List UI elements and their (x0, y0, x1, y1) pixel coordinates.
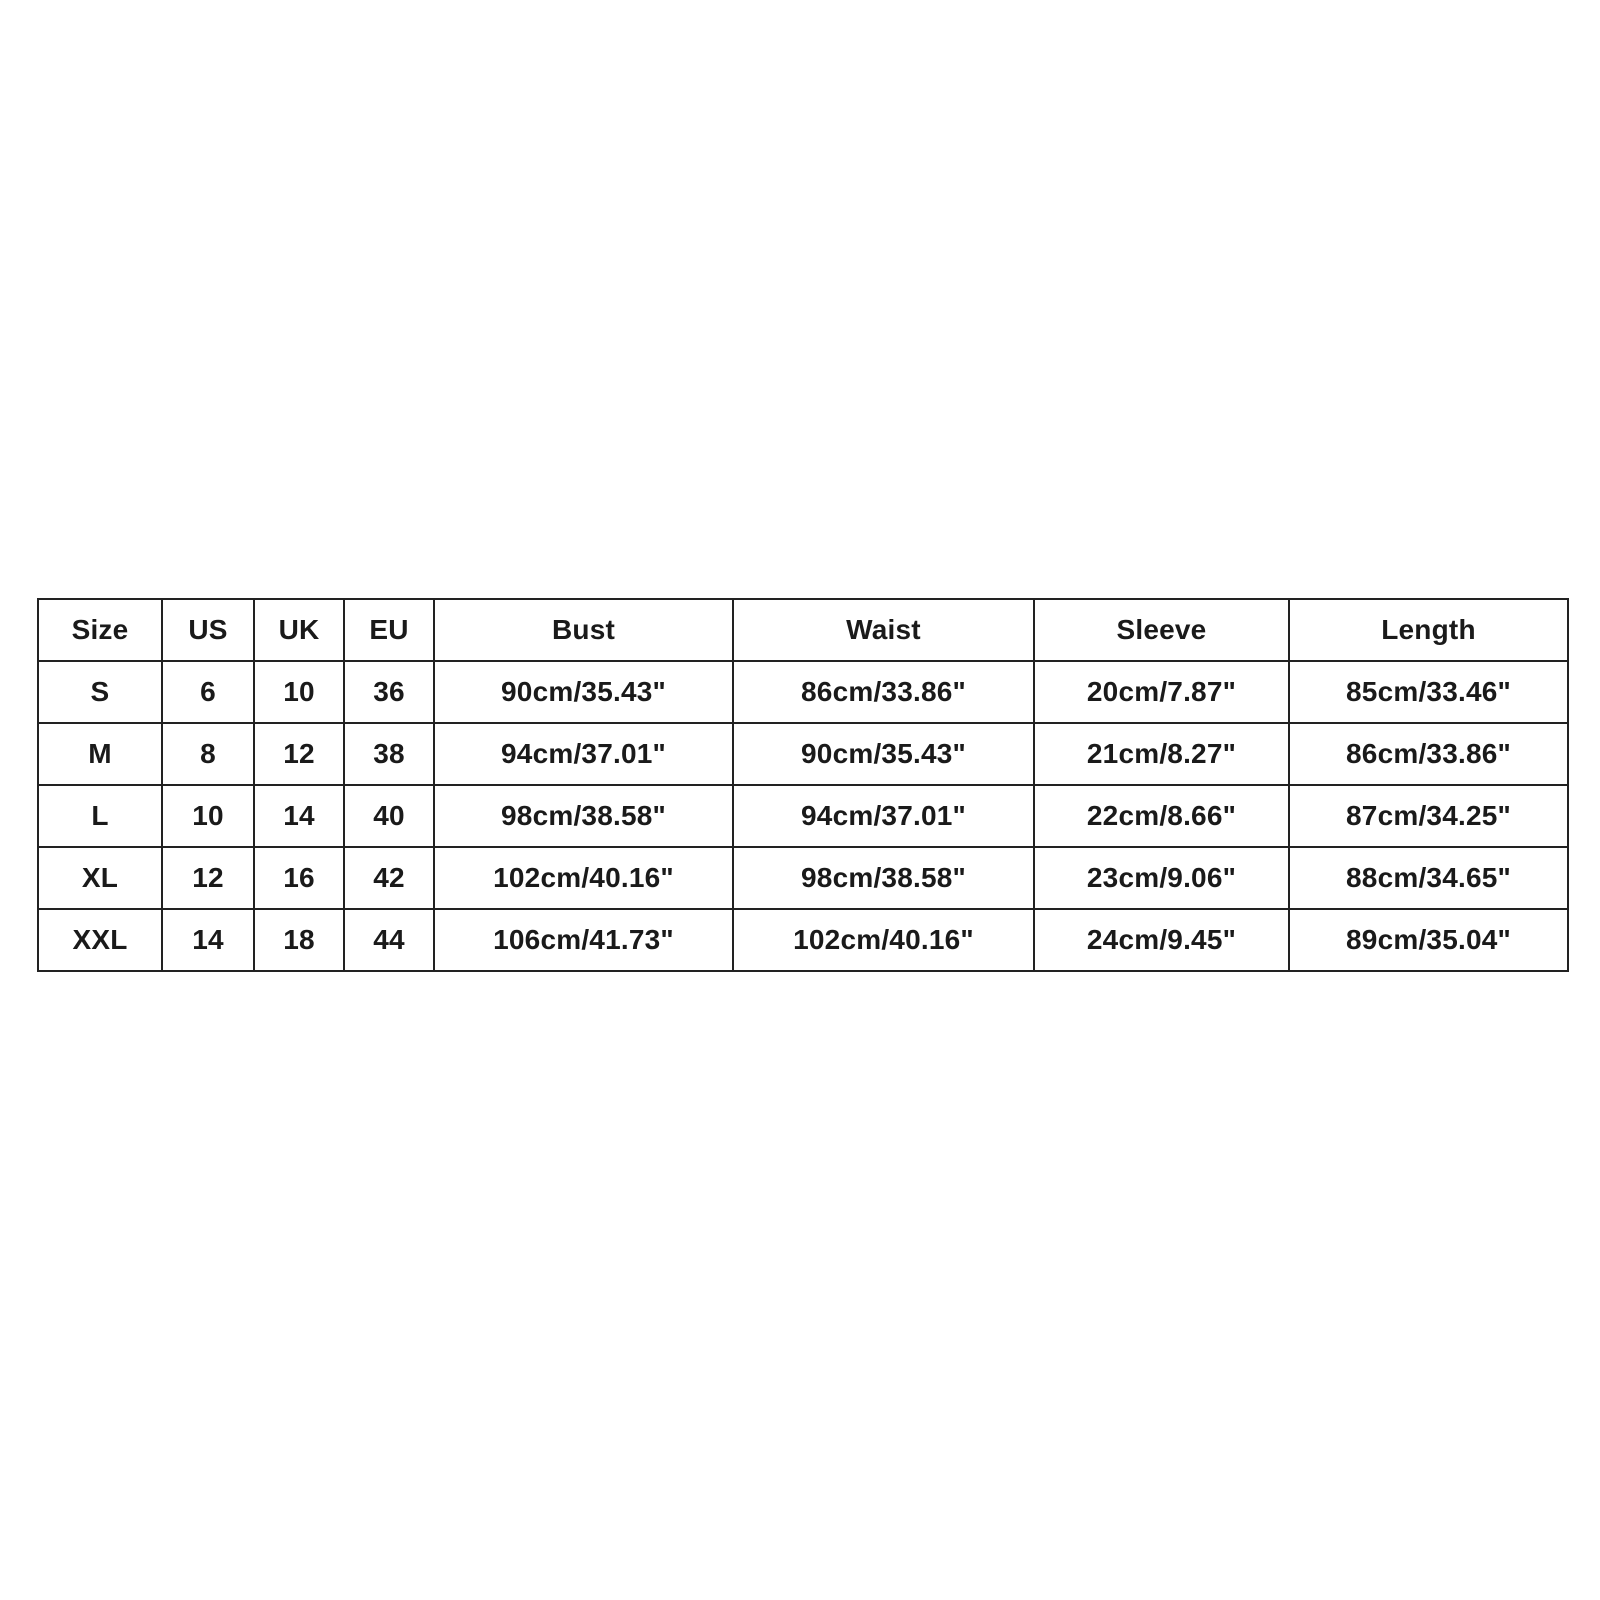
cell-bust: 106cm/41.73" (434, 909, 733, 971)
cell-length: 87cm/34.25" (1289, 785, 1568, 847)
header-us: US (162, 599, 254, 661)
cell-size: L (38, 785, 162, 847)
cell-eu: 40 (344, 785, 434, 847)
cell-size: XXL (38, 909, 162, 971)
cell-uk: 18 (254, 909, 344, 971)
cell-bust: 90cm/35.43" (434, 661, 733, 723)
header-length: Length (1289, 599, 1568, 661)
cell-eu: 44 (344, 909, 434, 971)
cell-uk: 12 (254, 723, 344, 785)
cell-us: 6 (162, 661, 254, 723)
cell-length: 86cm/33.86" (1289, 723, 1568, 785)
cell-size: M (38, 723, 162, 785)
cell-length: 88cm/34.65" (1289, 847, 1568, 909)
cell-uk: 16 (254, 847, 344, 909)
cell-us: 10 (162, 785, 254, 847)
cell-size: XL (38, 847, 162, 909)
cell-uk: 14 (254, 785, 344, 847)
cell-eu: 38 (344, 723, 434, 785)
table-row (38, 661, 1568, 723)
table-row (38, 723, 1568, 785)
table-row (38, 785, 1568, 847)
cell-waist: 90cm/35.43" (733, 723, 1034, 785)
cell-sleeve: 20cm/7.87" (1034, 661, 1289, 723)
cell-waist: 94cm/37.01" (733, 785, 1034, 847)
header-bust: Bust (434, 599, 733, 661)
cell-sleeve: 23cm/9.06" (1034, 847, 1289, 909)
cell-bust: 102cm/40.16" (434, 847, 733, 909)
cell-length: 89cm/35.04" (1289, 909, 1568, 971)
cell-us: 8 (162, 723, 254, 785)
cell-waist: 102cm/40.16" (733, 909, 1034, 971)
cell-length: 85cm/33.46" (1289, 661, 1568, 723)
cell-bust: 98cm/38.58" (434, 785, 733, 847)
table-row (38, 909, 1568, 971)
header-size: Size (38, 599, 162, 661)
cell-waist: 86cm/33.86" (733, 661, 1034, 723)
cell-us: 12 (162, 847, 254, 909)
header-row (38, 599, 1568, 661)
header-waist: Waist (733, 599, 1034, 661)
header-sleeve: Sleeve (1034, 599, 1289, 661)
cell-eu: 42 (344, 847, 434, 909)
size-chart-table (37, 598, 1569, 972)
table-row (38, 847, 1568, 909)
header-eu: EU (344, 599, 434, 661)
cell-waist: 98cm/38.58" (733, 847, 1034, 909)
cell-uk: 10 (254, 661, 344, 723)
cell-sleeve: 22cm/8.66" (1034, 785, 1289, 847)
cell-sleeve: 21cm/8.27" (1034, 723, 1289, 785)
cell-sleeve: 24cm/9.45" (1034, 909, 1289, 971)
cell-eu: 36 (344, 661, 434, 723)
cell-bust: 94cm/37.01" (434, 723, 733, 785)
cell-us: 14 (162, 909, 254, 971)
cell-size: S (38, 661, 162, 723)
header-uk: UK (254, 599, 344, 661)
